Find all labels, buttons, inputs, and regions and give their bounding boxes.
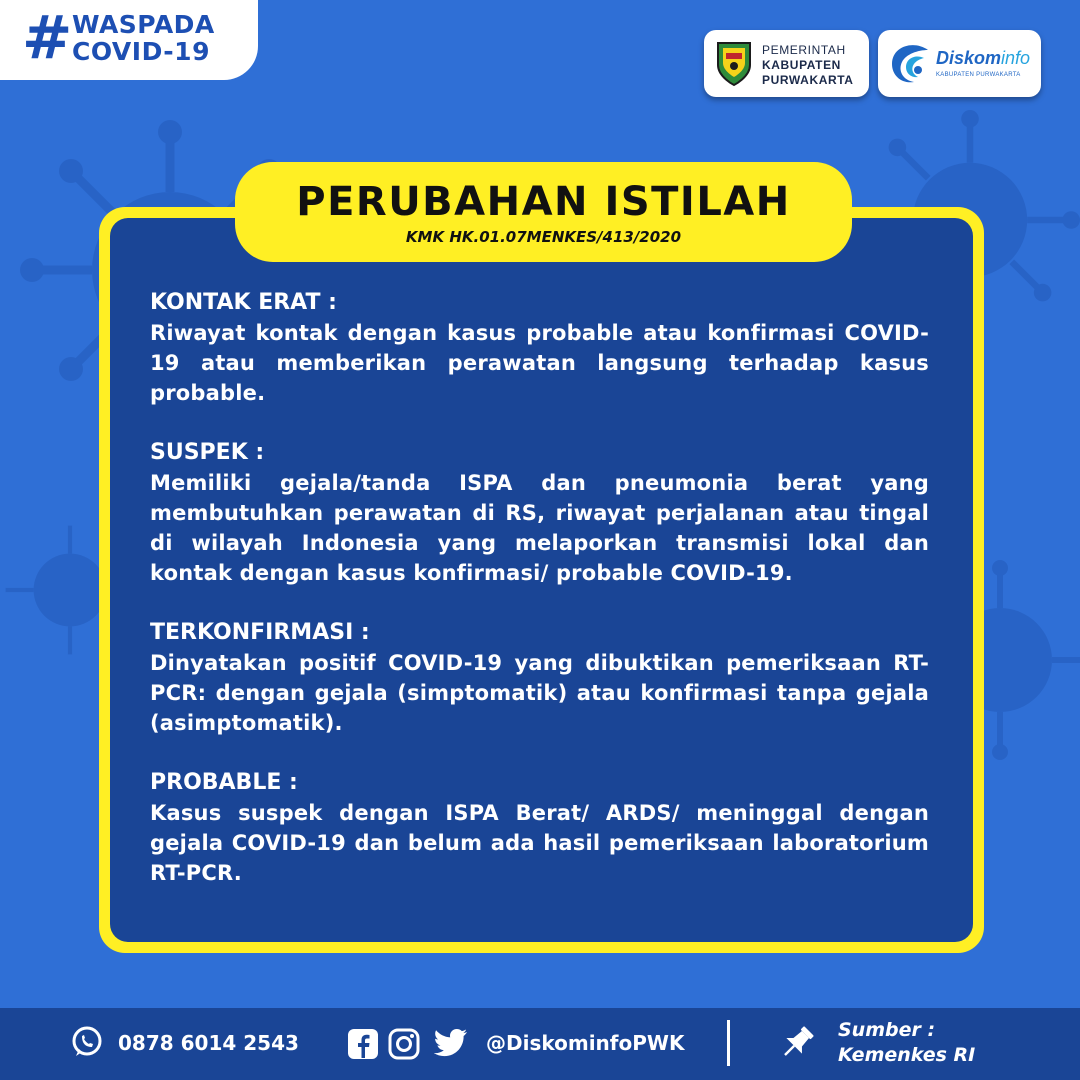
diskominfo-logo — [878, 30, 1041, 97]
tag-line-2: COVID-19 — [72, 37, 210, 66]
term-description: Memiliki gejala/tanda ISPA dan pneumonia berat yang membutuhkan perawatan di RS, riwayat perjalanan atau tingal di wilayah Indonesia yang melaporkan transmisi lokal dan kontak dengan kasus konfirmasi/ probable COVID-19. — [150, 471, 929, 585]
tag-line-1: WASPADA — [72, 10, 215, 39]
diskominfo-swirl-icon — [888, 40, 932, 86]
pin-icon — [779, 1024, 815, 1062]
instagram-icon — [388, 1028, 420, 1060]
source-credit — [838, 1018, 975, 1068]
social-handle: @DiskominfoPWK — [486, 1031, 685, 1055]
diskominfo-subtitle: KABUPATEN PURWAKARTA — [936, 72, 1021, 78]
facebook-icon — [347, 1028, 379, 1060]
diskominfo-name-part2: info — [1001, 48, 1031, 68]
term-label: SUSPEK : — [150, 440, 265, 465]
waspada-tag — [0, 0, 258, 80]
crest-icon — [714, 39, 754, 87]
term-probable — [150, 768, 929, 888]
pemkab-line-2: KABUPATEN — [762, 58, 841, 72]
term-terkonfirmasi — [150, 618, 929, 738]
pemkab-line-1: PEMERINTAH — [762, 43, 846, 57]
pemkab-logo — [704, 30, 869, 97]
diskominfo-name — [936, 48, 1030, 69]
term-suspek — [150, 438, 929, 588]
diskominfo-name-part1: Diskom — [936, 48, 1002, 68]
page-title: PERUBAHAN ISTILAH — [296, 179, 791, 225]
source-value: Kemenkes RI — [838, 1044, 976, 1066]
twitter-icon — [434, 1028, 468, 1058]
footer-divider — [727, 1020, 730, 1066]
term-label: KONTAK ERAT : — [150, 290, 337, 315]
term-label: PROBABLE : — [150, 770, 298, 795]
whatsapp-icon — [70, 1025, 104, 1059]
source-label: Sumber : — [838, 1019, 936, 1041]
phone-number: 0878 6014 2543 — [118, 1031, 299, 1055]
title-banner — [235, 162, 852, 262]
footer-bar — [0, 1008, 1080, 1080]
term-label: TERKONFIRMASI : — [150, 620, 370, 645]
page-subtitle: KMK HK.01.07MENKES/413/2020 — [405, 228, 682, 246]
hash-symbol: # — [22, 3, 73, 73]
terms-list — [150, 288, 929, 918]
term-description: Riwayat kontak dengan kasus probable atau konfirmasi COVID-19 atau memberikan perawatan langsung terhadap kasus probable. — [150, 321, 929, 405]
pemkab-line-3: PURWAKARTA — [762, 73, 854, 87]
term-description: Kasus suspek dengan ISPA Berat/ ARDS/ meninggal dengan gejala COVID-19 dan belum ada hasil pemeriksaan laboratorium RT-PCR. — [150, 801, 929, 885]
term-kontak-erat — [150, 288, 929, 408]
term-description: Dinyatakan positif COVID-19 yang dibuktikan pemeriksaan RT-PCR: dengan gejala (simptomatik) atau konfirmasi tanpa gejala (asimptomatik). — [150, 651, 929, 735]
